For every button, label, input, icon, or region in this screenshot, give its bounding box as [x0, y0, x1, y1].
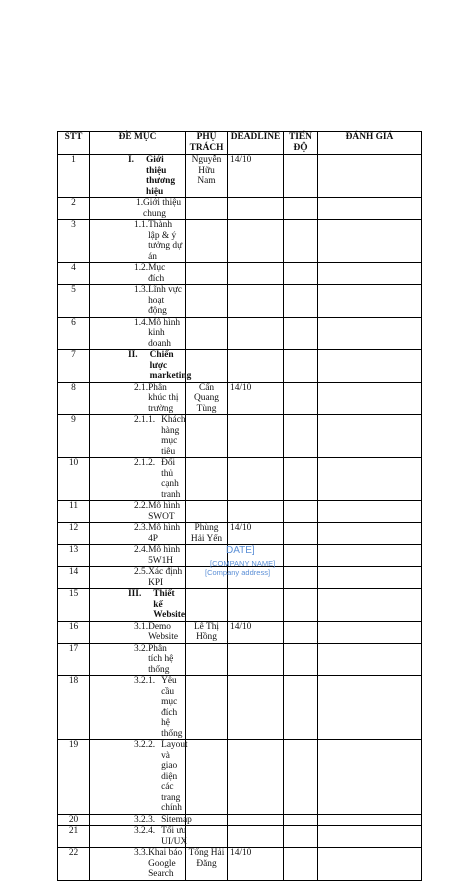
- table-row: [58, 643, 422, 676]
- header-task: ĐỀ MỤC: [90, 132, 186, 155]
- deadline-cell: [228, 350, 284, 383]
- deadline-cell: [228, 814, 284, 826]
- row-number: 22: [58, 848, 90, 881]
- task-label: Tối ưu UI/UX: [161, 826, 188, 847]
- row-number: 21: [58, 826, 90, 848]
- header-progress: TIẾN ĐỘ: [284, 132, 318, 155]
- row-number: 10: [58, 458, 90, 501]
- row-number: 12: [58, 523, 90, 545]
- review-cell[interactable]: [318, 458, 422, 501]
- owner-cell: [186, 350, 228, 383]
- progress-cell[interactable]: [284, 501, 318, 523]
- task-label: Sitemap: [161, 814, 192, 825]
- task-number: 3.1.: [134, 621, 149, 632]
- owner-cell: [186, 826, 228, 848]
- review-cell[interactable]: [318, 567, 422, 589]
- task-number: II.: [128, 350, 138, 360]
- table-row: [58, 155, 422, 198]
- task-label: Mô hình 4P: [148, 523, 181, 544]
- task-number: III.: [128, 589, 142, 599]
- table-row: [58, 415, 422, 458]
- owner-cell: [186, 415, 228, 458]
- row-number: 19: [58, 740, 90, 815]
- task-cell: [90, 415, 186, 458]
- table-row: [58, 220, 422, 263]
- deadline-cell: 14/10: [228, 621, 284, 643]
- review-cell[interactable]: [318, 814, 422, 826]
- owner-cell: [186, 317, 228, 350]
- header-review: ĐÁNH GIÁ: [318, 132, 422, 155]
- deadline-cell: [228, 198, 284, 220]
- task-cell: [90, 220, 186, 263]
- deadline-cell: [228, 220, 284, 263]
- table-row: [58, 263, 422, 285]
- task-cell: [90, 350, 192, 383]
- watermark-date: DATE]: [226, 545, 255, 556]
- task-number: 3.2.: [134, 643, 149, 654]
- task-cell: [90, 589, 186, 622]
- owner-cell: [186, 501, 228, 523]
- task-cell: [90, 198, 186, 220]
- row-number: 1: [58, 155, 90, 198]
- task-number: 2.1.2.: [134, 458, 156, 468]
- review-cell[interactable]: [318, 382, 422, 415]
- table-row: [58, 285, 422, 318]
- task-number: 1.: [136, 198, 144, 208]
- table-row: [58, 740, 422, 815]
- owner-cell: [186, 220, 228, 263]
- deadline-cell: [228, 415, 284, 458]
- owner-cell: [186, 643, 228, 676]
- task-cell: [90, 567, 186, 589]
- owner-cell: [186, 676, 228, 740]
- task-label: Demo Website: [148, 621, 179, 642]
- review-cell[interactable]: [318, 523, 422, 545]
- progress-cell[interactable]: [284, 848, 318, 881]
- progress-cell[interactable]: [284, 263, 318, 285]
- task-cell: [90, 285, 186, 318]
- progress-cell[interactable]: [284, 523, 318, 545]
- table-row: [58, 317, 422, 350]
- table-row: [58, 814, 422, 826]
- task-cell: [90, 740, 186, 815]
- task-cell: [90, 826, 186, 848]
- progress-cell[interactable]: [284, 382, 318, 415]
- owner-cell: [186, 589, 228, 622]
- deadline-cell: [228, 501, 284, 523]
- row-number: 8: [58, 382, 90, 415]
- task-number: 3.3.: [134, 848, 149, 858]
- owner-cell: [186, 740, 228, 815]
- review-cell[interactable]: [318, 317, 422, 350]
- task-cell: [90, 263, 186, 285]
- table-row: [58, 458, 422, 501]
- row-number: 13: [58, 545, 90, 567]
- task-label: Đối thủ cạnh tranh: [161, 458, 181, 500]
- deadline-cell: [228, 643, 284, 676]
- row-number: 2: [58, 198, 90, 220]
- row-number: 6: [58, 317, 90, 350]
- owner-cell: Phùng Hải Yến: [186, 523, 228, 545]
- deadline-cell: [228, 458, 284, 501]
- deadline-cell: [228, 589, 284, 622]
- task-label: Phân khúc thị trường: [148, 382, 179, 414]
- review-cell[interactable]: [318, 155, 422, 198]
- plan-body: [58, 155, 422, 881]
- progress-cell[interactable]: [284, 198, 318, 220]
- task-label: Lĩnh vực hoạt động: [148, 285, 183, 316]
- task-cell: [90, 155, 186, 198]
- deadline-cell: [228, 317, 284, 350]
- task-cell: [90, 848, 186, 881]
- watermark-company-address: [Company address]: [205, 568, 271, 577]
- progress-cell[interactable]: [284, 350, 318, 383]
- row-number: 11: [58, 501, 90, 523]
- progress-cell[interactable]: [284, 740, 318, 815]
- owner-cell: [186, 198, 228, 220]
- row-number: 5: [58, 285, 90, 318]
- review-cell[interactable]: [318, 643, 422, 676]
- task-number: 1.1.: [134, 220, 149, 230]
- task-cell: [90, 458, 186, 501]
- deadline-cell: [228, 676, 284, 740]
- row-number: 17: [58, 643, 90, 676]
- task-cell: [90, 643, 186, 676]
- review-cell[interactable]: [318, 848, 422, 881]
- table-row: [58, 848, 422, 881]
- task-cell: [90, 501, 186, 523]
- table-row: [58, 501, 422, 523]
- review-cell[interactable]: [318, 350, 422, 383]
- task-number: 1.4.: [134, 317, 149, 328]
- owner-cell: [186, 263, 228, 285]
- task-label: Mục đích: [148, 263, 166, 284]
- task-label: Xác định KPI: [148, 567, 183, 588]
- table-row: [58, 676, 422, 740]
- progress-cell[interactable]: [284, 285, 318, 318]
- owner-cell: Tống Hải Đăng: [186, 848, 228, 881]
- header-owner: PHỤ TRÁCH: [186, 132, 228, 155]
- task-label: Phân tích hệ thống: [148, 643, 174, 675]
- plan-table: [57, 131, 422, 881]
- review-cell[interactable]: [318, 263, 422, 285]
- progress-cell[interactable]: [284, 458, 318, 501]
- deadline-cell: [228, 826, 284, 848]
- task-label: Giới thiệu chung: [143, 198, 182, 219]
- task-number: 2.5.: [134, 567, 149, 577]
- task-number: 2.3.: [134, 523, 149, 533]
- table-row: [58, 826, 422, 848]
- progress-cell[interactable]: [284, 545, 318, 567]
- deadline-cell: 14/10: [228, 523, 284, 545]
- progress-cell[interactable]: [284, 643, 318, 676]
- row-number: 20: [58, 814, 90, 826]
- task-cell: [90, 814, 192, 826]
- task-number: 1.3.: [134, 285, 149, 295]
- task-label: Yêu cầu mục đích hệ thống: [161, 676, 183, 739]
- task-label: Khai báo Google Search: [148, 848, 183, 879]
- task-number: 1.2.: [134, 263, 149, 273]
- owner-cell: Cấn Quang Tùng: [186, 382, 228, 415]
- task-cell: [90, 621, 186, 643]
- review-cell[interactable]: [318, 545, 422, 567]
- progress-cell[interactable]: [284, 415, 318, 458]
- owner-cell: Nguyễn Hữu Nam: [186, 155, 228, 198]
- row-number: 14: [58, 567, 90, 589]
- task-label: Khách hàng mục tiêu: [161, 415, 186, 457]
- header-stt: STT: [58, 132, 90, 155]
- task-cell: [90, 317, 186, 350]
- progress-cell[interactable]: [284, 676, 318, 740]
- task-label: Giới thiệu thương hiệu: [146, 155, 176, 197]
- task-label: Chiến lược marketing: [149, 350, 192, 381]
- task-cell: [90, 676, 186, 740]
- deadline-cell: 14/10: [228, 848, 284, 881]
- task-number: I.: [128, 155, 134, 165]
- review-cell[interactable]: [318, 589, 422, 622]
- row-number: 9: [58, 415, 90, 458]
- progress-cell[interactable]: [284, 621, 318, 643]
- table-row: [58, 589, 422, 622]
- review-cell[interactable]: [318, 740, 422, 815]
- review-cell[interactable]: [318, 676, 422, 740]
- review-cell[interactable]: [318, 198, 422, 220]
- header-deadline: DEADLINE: [228, 132, 284, 155]
- review-cell[interactable]: [318, 220, 422, 263]
- row-number: 15: [58, 589, 90, 622]
- task-label: Layout và giao diện các trang chính: [161, 740, 188, 813]
- task-number: 3.2.4.: [134, 826, 156, 836]
- task-cell: [90, 545, 186, 567]
- row-number: 3: [58, 220, 90, 263]
- review-cell[interactable]: [318, 415, 422, 458]
- row-number: 16: [58, 621, 90, 643]
- row-number: 4: [58, 263, 90, 285]
- deadline-cell: 14/10: [228, 382, 284, 415]
- table-row: [58, 523, 422, 545]
- review-cell[interactable]: [318, 826, 422, 848]
- progress-cell[interactable]: [284, 155, 318, 198]
- task-cell: [90, 382, 186, 415]
- task-label: Thiết kế Website: [153, 589, 186, 620]
- task-number: 2.4.: [134, 545, 149, 555]
- task-cell: [90, 523, 186, 545]
- review-cell[interactable]: [318, 621, 422, 643]
- task-number: 2.2.: [134, 501, 149, 511]
- owner-cell: Lê Thị Hồng: [186, 621, 228, 643]
- task-label: Thành lập & ý tưởng dự án: [148, 220, 183, 262]
- table-row: [58, 382, 422, 415]
- deadline-cell: [228, 285, 284, 318]
- review-cell[interactable]: [318, 501, 422, 523]
- deadline-cell: [228, 740, 284, 815]
- watermark-company-name: [COMPANY NAME]: [210, 559, 276, 568]
- task-number: 2.1.: [134, 382, 149, 393]
- progress-cell[interactable]: [284, 589, 318, 622]
- owner-cell: [186, 285, 228, 318]
- task-label: Mô hình SWOT: [148, 501, 181, 522]
- task-label: Mô hình kinh doanh: [148, 317, 181, 349]
- table-row: [58, 621, 422, 643]
- progress-cell[interactable]: [284, 317, 318, 350]
- owner-cell: [186, 458, 228, 501]
- progress-cell[interactable]: [284, 567, 318, 589]
- progress-cell[interactable]: [284, 826, 318, 848]
- task-number: 3.2.1.: [134, 676, 156, 686]
- deadline-cell: 14/10: [228, 155, 284, 198]
- task-number: 2.1.1.: [134, 415, 156, 425]
- row-number: 7: [58, 350, 90, 383]
- review-cell[interactable]: [318, 285, 422, 318]
- table-row: [58, 350, 422, 383]
- progress-cell[interactable]: [284, 814, 318, 826]
- table-header-row: [58, 132, 422, 155]
- task-label: Mô hình 5W1H: [148, 545, 181, 566]
- task-number: 3.2.3.: [134, 814, 156, 825]
- table-row: [58, 198, 422, 220]
- task-number: 3.2.2.: [134, 740, 156, 750]
- deadline-cell: [228, 263, 284, 285]
- progress-cell[interactable]: [284, 220, 318, 263]
- row-number: 18: [58, 676, 90, 740]
